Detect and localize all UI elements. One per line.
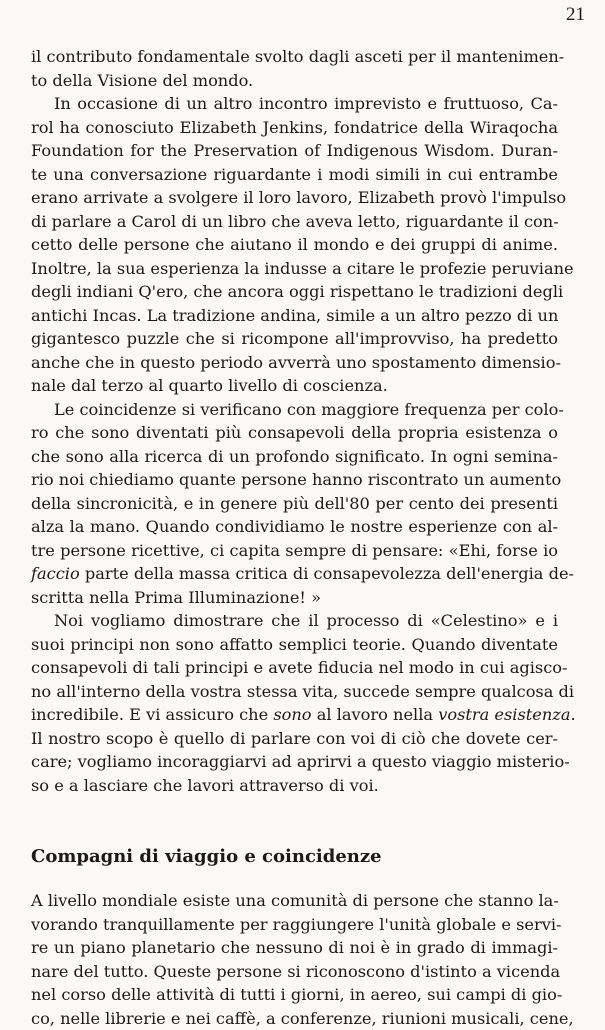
text-line: re un piano planetario che nessuno di noi è in grado di immagi- [31, 936, 558, 960]
text-line: rol ha conosciuto Elizabeth Jenkins, fondatrice della Wiraqocha [31, 116, 558, 140]
text-line: Noi vogliamo dimostrare che il processo di «Celestino» e i [31, 609, 558, 633]
text-line: di parlare a Carol di un libro che aveva letto, riguardante il con- [31, 210, 558, 234]
text-line: faccio parte della massa critica di consapevolezza dell'energia de- [31, 562, 558, 586]
text-line: consapevoli di tali principi e avete fiducia nel modo in cui agisco- [31, 656, 558, 680]
paragraph [31, 889, 558, 1030]
text-line: so e a lasciare che lavori attraverso di voi. [31, 774, 558, 798]
text-line: incredibile. E vi assicuro che sono al lavoro nella vostra esistenza. [31, 703, 558, 727]
text-line: nare del tutto. Queste persone si riconoscono d'istinto a vicenda [31, 960, 558, 984]
paragraph [31, 92, 558, 398]
text-line: ro che sono diventati più consapevoli della propria esistenza o [31, 421, 558, 445]
section-heading: Compagni di viaggio e coincidenze [31, 846, 558, 868]
text-line: il contributo fondamentale svolto dagli asceti per il mantenimen- [31, 45, 558, 69]
text-line: rio noi chiediamo quante persone hanno riscontrato un aumento [31, 468, 558, 492]
text-line: te una conversazione riguardante i modi simili in cui entrambe [31, 163, 558, 187]
text-line: erano arrivate a svolgere il loro lavoro, Elizabeth provò l'impulso [31, 186, 558, 210]
text-line: che sono alla ricerca di un profondo significato. In ogni semina- [31, 445, 558, 469]
text-line: anche che in questo periodo avverrà uno spostamento dimensio- [31, 351, 558, 375]
text-line: A livello mondiale esiste una comunità di persone che stanno la- [31, 889, 558, 913]
text-line: Inoltre, la sua esperienza la indusse a citare le profezie peruviane [31, 257, 558, 281]
text-line: cetto delle persone che aiutano il mondo e dei gruppi di anime. [31, 233, 558, 257]
paragraph [31, 45, 558, 92]
text-line: Le coincidenze si verificano con maggiore frequenza per colo- [31, 398, 558, 422]
page-number: 21 [566, 4, 585, 26]
text-line: degli indiani Q'ero, che ancora oggi rispettano le tradizioni degli [31, 280, 558, 304]
text-line: co, nelle librerie e nei caffè, a conferenze, riunioni musicali, cene, [31, 1007, 558, 1030]
page-body [31, 45, 558, 1030]
text-line: scritta nella Prima Illuminazione! » [31, 586, 558, 610]
paragraph [31, 609, 558, 797]
text-line: to della Visione del mondo. [31, 69, 558, 93]
text-line: nel corso delle attività di tutti i giorni, in aereo, sui campi di gio- [31, 983, 558, 1007]
text-line: care; vogliamo incoraggiarvi ad aprirvi a questo viaggio misterio- [31, 750, 558, 774]
text-line: gigantesco puzzle che si ricompone all'improvviso, ha predetto [31, 327, 558, 351]
text-line: In occasione di un altro incontro imprevisto e fruttuoso, Ca- [31, 92, 558, 116]
text-line: no all'interno della vostra stessa vita, succede sempre qualcosa di [31, 680, 558, 704]
text-line: antichi Incas. La tradizione andina, simile a un altro pezzo di un [31, 304, 558, 328]
text-line: tre persone ricettive, ci capita sempre di pensare: «Ehi, forse io [31, 539, 558, 563]
text-line: Il nostro scopo è quello di parlare con voi di ciò che dovete cer- [31, 727, 558, 751]
text-line: vorando tranquillamente per raggiungere l'unità globale e servi- [31, 913, 558, 937]
text-line: alza la mano. Quando condividiamo le nostre esperienze con al- [31, 515, 558, 539]
text-line: Foundation for the Preservation of Indigenous Wisdom. Duran- [31, 139, 558, 163]
text-line: nale dal terzo al quarto livello di coscienza. [31, 374, 558, 398]
text-line: suoi principi non sono affatto semplici teorie. Quando diventate [31, 633, 558, 657]
text-line: della sincronicità, e in genere più dell'80 per cento dei presenti [31, 492, 558, 516]
paragraph [31, 398, 558, 610]
